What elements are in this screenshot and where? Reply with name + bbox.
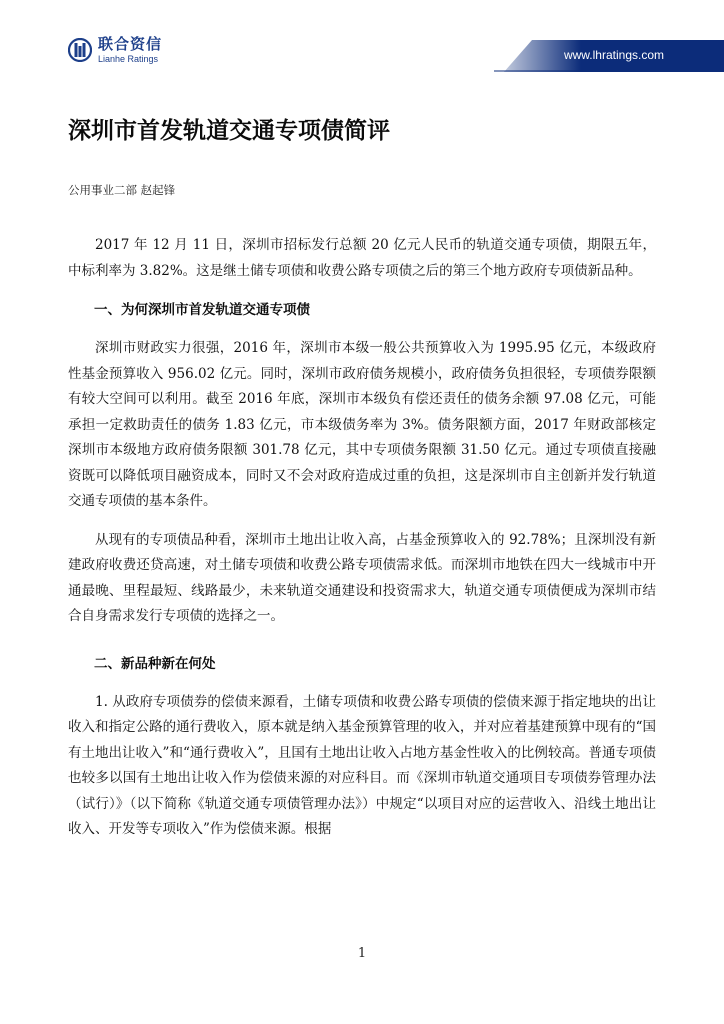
- section2-paragraph-1: 1. 从政府专项债券的偿债来源看，土储专项债和收费公路专项债的偿债来源于指定地块的出让收入和指定公路的通行费收入，原本就是纳入基金预算管理的收入，并对应着基建预算中现有的“国有土地出让收入”和“通行费收入”，且国有土地出让收入占地方基金性收入的比例较高。普通专项债也较多以国有土地出让收入作为偿债来源的对应科目。而《深圳市轨道交通项目专项债券管理办法（试行）》（以下简称《轨道交通专项债管理办法》）中规定“以项目对应的运营收入、沿线土地出让收入、开发等专项收入”作为偿债来源。根据: [68, 693, 656, 837]
- section-heading-1: 一、为何深圳市首发轨道交通专项债: [94, 302, 310, 318]
- brand-name-cn: 联合资信: [98, 35, 163, 53]
- intro-paragraph: 2017 年 12 月 11 日，深圳市招标发行总额 20 亿元人民币的轨道交通专项债，期限五年，中标利率为 3.82%。这是继土储专项债和收费公路专项债之后的第三个地方政府专项债新品种。: [68, 237, 656, 279]
- page-title: 深圳市首发轨道交通专项债简评: [68, 118, 390, 144]
- article-body: [68, 233, 656, 856]
- section1-paragraph-2: 从现有的专项债品种看，深圳市土地出让收入高，占基金预算收入的 92.78%；且深圳没有新建政府收费还贷高速，对土储专项债和收费公路专项债需求低。而深圳市地铁在四大一线城市中开通最晚、里程最短、线路最少，未来轨道交通建设和投资需求大，轨道交通专项债便成为深圳市结合自身需求发行专项债的选择之一。: [68, 531, 656, 624]
- section-heading-2: 二、新品种新在何处: [94, 655, 216, 672]
- author-line: 公用事业二部 赵起锋: [68, 183, 176, 197]
- page-header: [0, 0, 724, 82]
- brand-name-en: Lianhe Ratings: [98, 54, 159, 64]
- section1-paragraph-1: 深圳市财政实力很强，2016 年，深圳市本级一般公共预算收入为 1995.95 亿元，本级政府性基金预算收入 956.02 亿元。同时，深圳市政府债务规模小，政府债务负担很轻，专项债券限额有较大空间可以利用。截至 2016 年底，深圳市本级负有偿还责任的债务余额 97.08 亿元，可能承担一定救助责任的债务 1.83 亿元，市本级债务率为 3%。债务限额方面，2017 年财政部核定深圳市本级地方政府债务限额 301.78 亿元，其中专项债务限额 31.50 亿元。通过专项债直接融资既可以降低项目融资成本，同时又不会对政府造成过重的负担，这是深圳市自主创新并发行轨道交通专项债的基本条件。: [68, 340, 656, 509]
- lianhe-logo-icon: [68, 38, 92, 62]
- page-number: 1: [357, 946, 367, 961]
- section-spacer: [68, 643, 656, 651]
- website-url[interactable]: www.lhratings.com: [563, 48, 664, 62]
